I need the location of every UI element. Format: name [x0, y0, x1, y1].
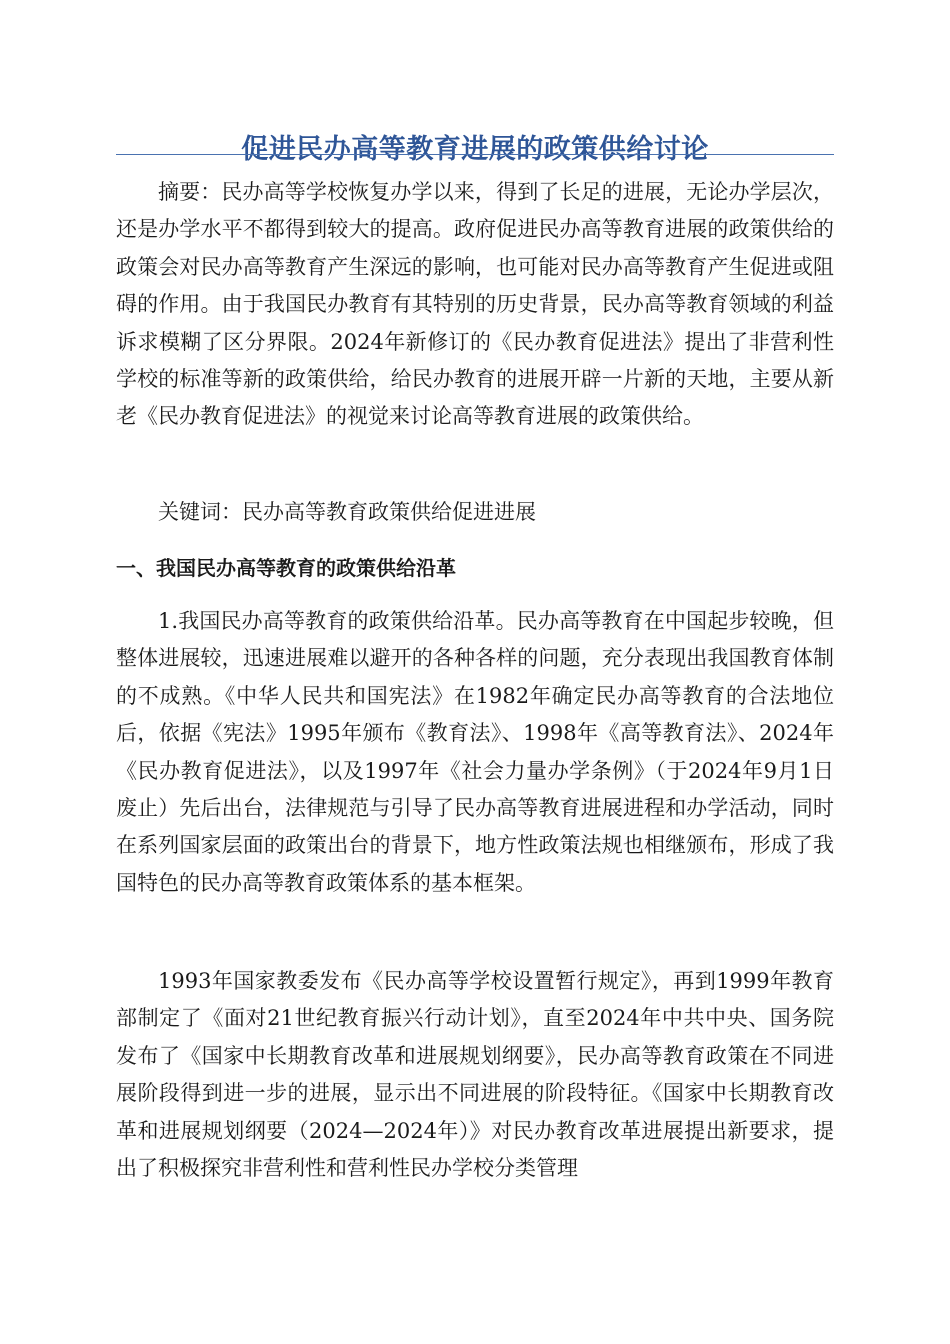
body-paragraph-1: 1.我国民办高等教育的政策供给沿革。民办高等教育在中国起步较晚，但整体进展较，迅速进展难以避开的各种各样的问题，充分表现出我国教育体制的不成熟。《中华人民共和国宪法》在1982年确定民办高等教育的合法地位后，依据《宪法》1995年颁布《教育法》、1998年《高等教育法》、2024年《民办教育促进法》，以及1997年《社会力量办学条例》（于2024年9月1日废止）先后出台，法律规范与引导了民办高等教育进展进程和办学活动，同时在系列国家层面的政策出台的背景下，地方性政策法规也相继颁布，形成了我国特色的民办高等教育政策体系的基本框架。 — [116, 609, 834, 895]
section-heading: 一、我国民办高等教育的政策供给沿革 — [116, 556, 456, 580]
title-underline — [116, 154, 834, 155]
body-paragraph-2: 1993年国家教委发布《民办高等学校设置暂行规定》，再到1999年教育部制定了《面对21世纪教育振兴行动计划》，直至2024年中共中央、国务院发布了《国家中长期教育改革和进展规划纲要》，民办高等教育政策在不同进展阶段得到进一步的进展，显示出不同进展的阶段特征。《国家中长期教育改革和进展规划纲要（2024—2024年）》对民办教育改革进展提出新要求，提出了积极探究非营利性和营利性民办学校分类管理 — [116, 969, 834, 1181]
keywords-line: 关键词：民办高等教育政策供给促进进展 — [158, 500, 536, 524]
abstract-paragraph: 摘要：民办高等学校恢复办学以来，得到了长足的进展，无论办学层次，还是办学水平不都得到较大的提高。政府促进民办高等教育进展的政策供给的政策会对民办高等教育产生深远的影响，也可能对民办高等教育产生促进或阻碍的作用。由于我国民办教育有其特别的历史背景，民办高等教育领域的利益诉求模糊了区分界限。2024年新修订的《民办教育促进法》提出了非营利性学校的标准等新的政策供给，给民办教育的进展开辟一片新的天地，主要从新老《民办教育促进法》的视觉来讨论高等教育进展的政策供给。 — [116, 180, 834, 429]
document-title: 促进民办高等教育进展的政策供给讨论 — [241, 134, 709, 166]
